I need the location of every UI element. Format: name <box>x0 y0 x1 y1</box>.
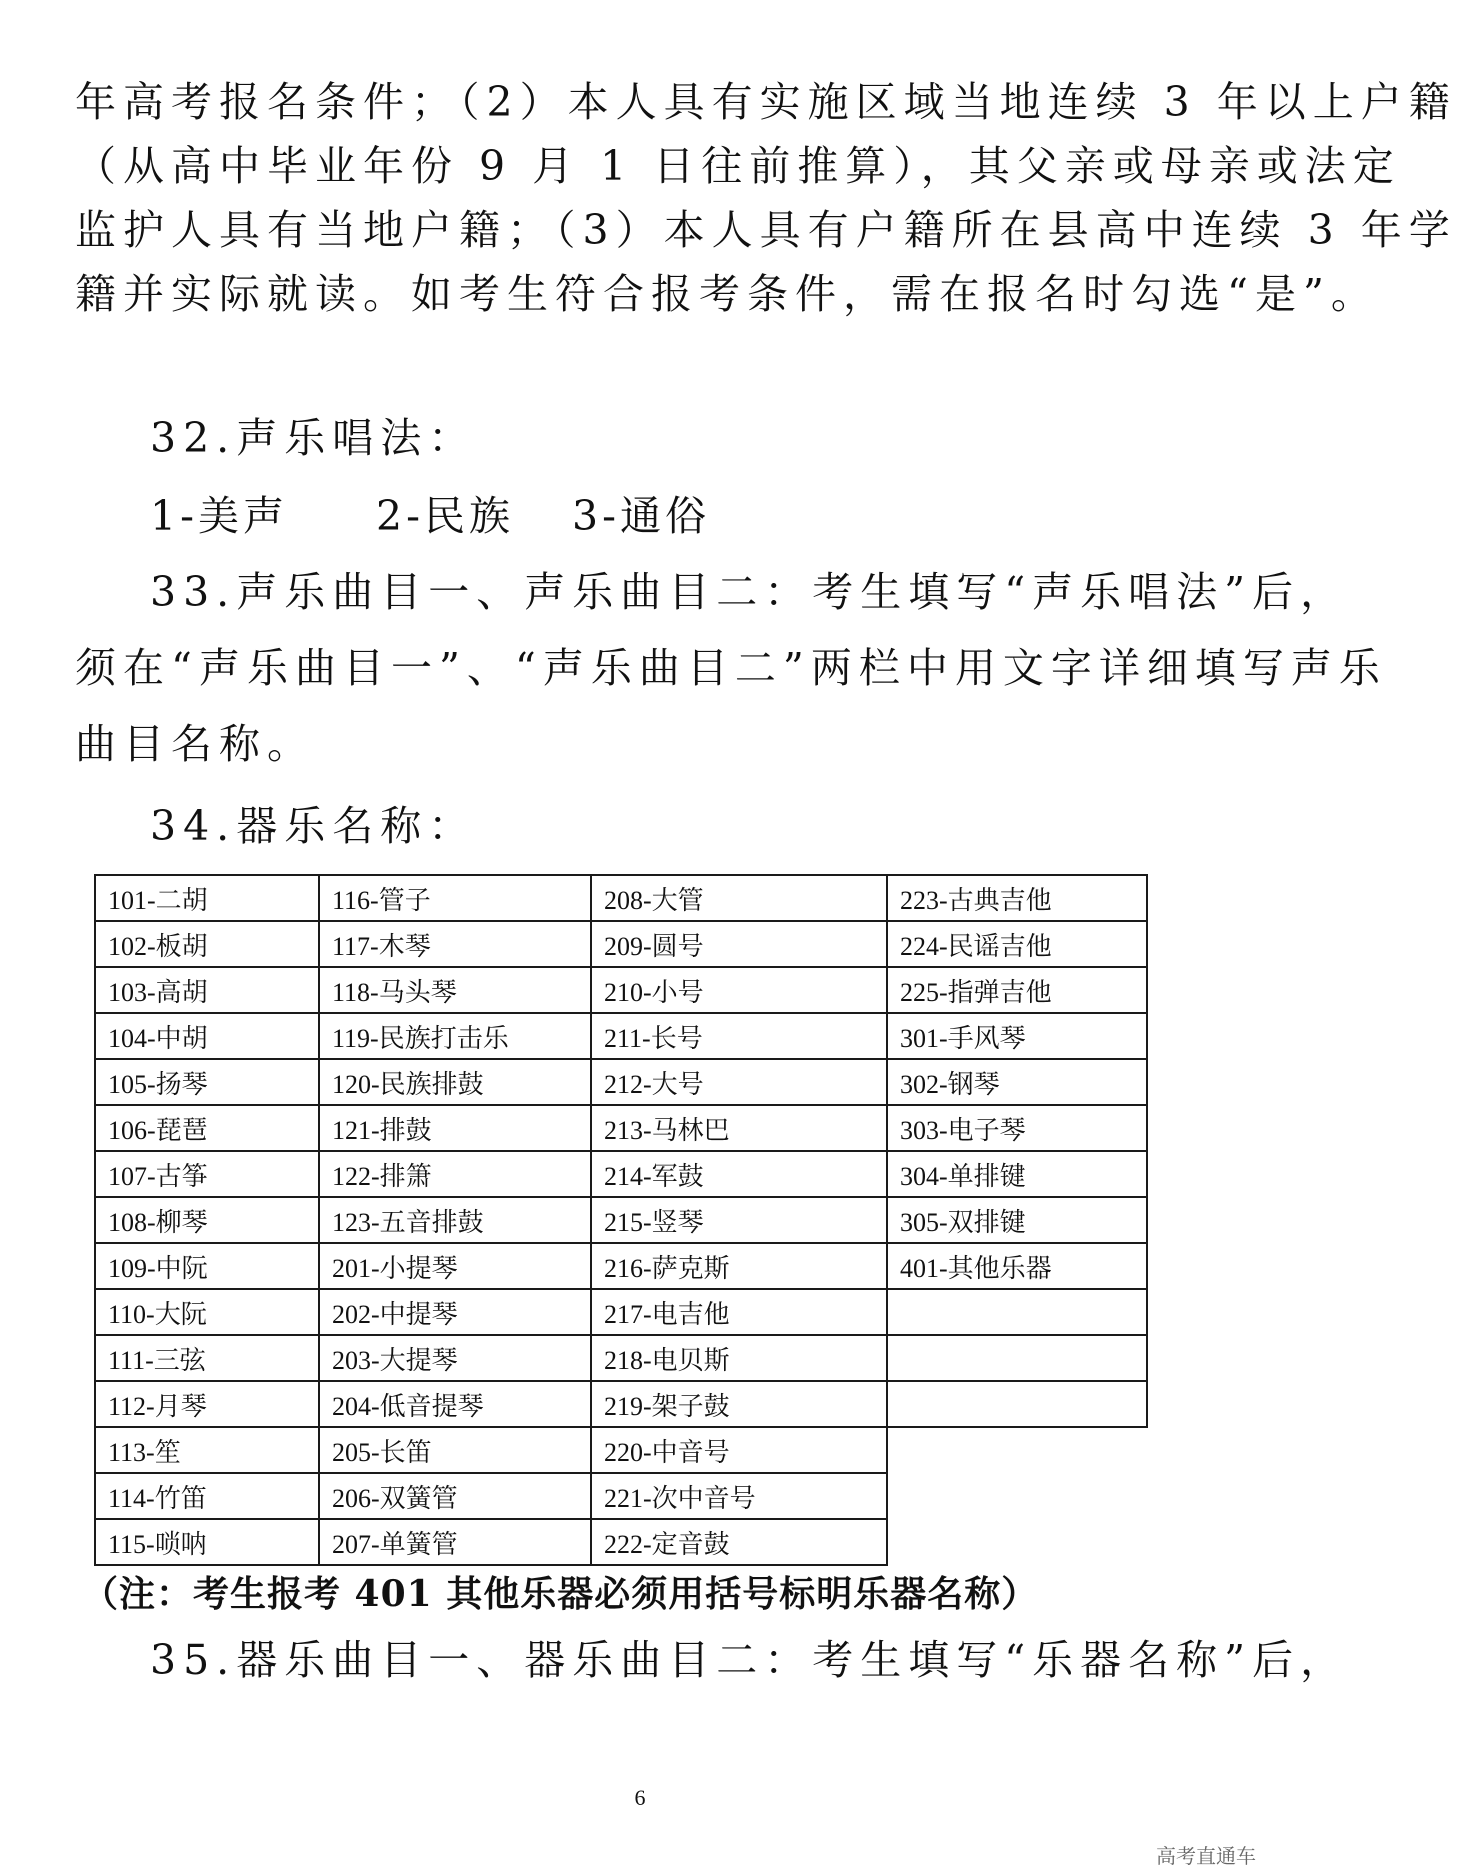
note: （注：考生报考 401 其他乐器必须用括号标明乐器名称） <box>82 1573 1039 1615</box>
instrument-cell: 208-大管 <box>591 875 887 921</box>
table-empty-cell <box>887 1473 1147 1519</box>
paragraph-line: 监护人具有当地户籍；（3）本人具有户籍所在县高中连续 3 年学 <box>75 206 1457 254</box>
instrument-cell: 109-中阮 <box>95 1243 319 1289</box>
instrument-cell: 123-五音排鼓 <box>319 1197 591 1243</box>
instrument-cell: 108-柳琴 <box>95 1197 319 1243</box>
instrument-cell: 120-民族排鼓 <box>319 1059 591 1105</box>
table-empty-cell <box>887 1427 1147 1473</box>
instrument-cell: 201-小提琴 <box>319 1243 591 1289</box>
instrument-cell: 211-长号 <box>591 1013 887 1059</box>
table-row <box>95 1381 1147 1427</box>
instrument-cell: 303-电子琴 <box>887 1105 1147 1151</box>
instrument-cell: 203-大提琴 <box>319 1335 591 1381</box>
instrument-cell: 117-木琴 <box>319 921 591 967</box>
instrument-cell: 224-民谣吉他 <box>887 921 1147 967</box>
instrument-cell: 225-指弹吉他 <box>887 967 1147 1013</box>
singing-method-option: 1-美声 <box>150 492 288 540</box>
instrument-cell: 220-中音号 <box>591 1427 887 1473</box>
instrument-cell: 101-二胡 <box>95 875 319 921</box>
table-row <box>95 1335 1147 1381</box>
table-row <box>95 1243 1147 1289</box>
table-row <box>95 1059 1147 1105</box>
paragraph-line: （从高中毕业年份 9 月 1 日往前推算），其父亲或母亲或法定 <box>75 142 1401 190</box>
watermark: 高考直通车 <box>1156 1844 1256 1868</box>
instrument-cell: 223-古典吉他 <box>887 875 1147 921</box>
instrument-cell: 110-大阮 <box>95 1289 319 1335</box>
instrument-cell: 121-排鼓 <box>319 1105 591 1151</box>
instrument-cell: 217-电吉他 <box>591 1289 887 1335</box>
table-row <box>95 921 1147 967</box>
instrument-cell: 214-军鼓 <box>591 1151 887 1197</box>
instrument-cell: 111-三弦 <box>95 1335 319 1381</box>
table-row <box>95 1289 1147 1335</box>
instrument-cell: 103-高胡 <box>95 967 319 1013</box>
instrument-cell: 107-古筝 <box>95 1151 319 1197</box>
instrument-cell <box>887 1381 1147 1427</box>
section-35-line: 35.器乐曲目一、器乐曲目二：考生填写“乐器名称”后， <box>150 1636 1349 1684</box>
table-row <box>95 1013 1147 1059</box>
instrument-cell: 206-双簧管 <box>319 1473 591 1519</box>
table-row <box>95 1197 1147 1243</box>
instrument-cell: 222-定音鼓 <box>591 1519 887 1565</box>
instrument-cell: 212-大号 <box>591 1059 887 1105</box>
instrument-cell: 218-电贝斯 <box>591 1335 887 1381</box>
table-row <box>95 1151 1147 1197</box>
table-row <box>95 1105 1147 1151</box>
instrument-cell: 210-小号 <box>591 967 887 1013</box>
instrument-cell: 301-手风琴 <box>887 1013 1147 1059</box>
instrument-cell: 215-竖琴 <box>591 1197 887 1243</box>
paragraph-line: 年高考报名条件；（2）本人具有实施区域当地连续 3 年以上户籍 <box>75 78 1457 126</box>
instrument-cell: 106-琵琶 <box>95 1105 319 1151</box>
table-row <box>95 1427 1147 1473</box>
instrument-table <box>94 874 1148 1566</box>
instrument-cell: 122-排箫 <box>319 1151 591 1197</box>
instrument-cell: 221-次中音号 <box>591 1473 887 1519</box>
instrument-cell: 114-竹笛 <box>95 1473 319 1519</box>
table-empty-cell <box>887 1519 1147 1565</box>
instrument-cell: 116-管子 <box>319 875 591 921</box>
section-32-title: 32.声乐唱法： <box>150 414 477 462</box>
table-row <box>95 1519 1147 1565</box>
instrument-cell: 202-中提琴 <box>319 1289 591 1335</box>
instrument-cell: 119-民族打击乐 <box>319 1013 591 1059</box>
section-33-line: 33.声乐曲目一、声乐曲目二：考生填写“声乐唱法”后， <box>150 568 1349 616</box>
singing-method-option: 2-民族 <box>376 492 514 540</box>
table-row <box>95 967 1147 1013</box>
instrument-cell: 209-圆号 <box>591 921 887 967</box>
instrument-cell <box>887 1335 1147 1381</box>
singing-method-option: 3-通俗 <box>572 492 710 540</box>
table-row <box>95 875 1147 921</box>
instrument-cell: 304-单排键 <box>887 1151 1147 1197</box>
instrument-cell: 305-双排键 <box>887 1197 1147 1243</box>
instrument-cell: 302-钢琴 <box>887 1059 1147 1105</box>
instrument-cell: 213-马林巴 <box>591 1105 887 1151</box>
section-34-title: 34.器乐名称： <box>150 802 477 850</box>
instrument-cell: 205-长笛 <box>319 1427 591 1473</box>
instrument-cell: 115-唢呐 <box>95 1519 319 1565</box>
instrument-cell: 219-架子鼓 <box>591 1381 887 1427</box>
instrument-cell: 401-其他乐器 <box>887 1243 1147 1289</box>
table-row <box>95 1473 1147 1519</box>
instrument-cell: 113-笙 <box>95 1427 319 1473</box>
page-number: 6 <box>634 1785 646 1810</box>
section-33-line: 曲目名称。 <box>75 720 315 768</box>
instrument-cell: 118-马头琴 <box>319 967 591 1013</box>
instrument-cell <box>887 1289 1147 1335</box>
paragraph-line: 籍并实际就读。如考生符合报考条件，需在报名时勾选“是”。 <box>75 270 1379 318</box>
instrument-cell: 207-单簧管 <box>319 1519 591 1565</box>
instrument-cell: 112-月琴 <box>95 1381 319 1427</box>
instrument-cell: 216-萨克斯 <box>591 1243 887 1289</box>
section-33-line: 须在“声乐曲目一”、“声乐曲目二”两栏中用文字详细填写声乐 <box>75 644 1387 692</box>
instrument-cell: 204-低音提琴 <box>319 1381 591 1427</box>
instrument-cell: 105-扬琴 <box>95 1059 319 1105</box>
instrument-cell: 102-板胡 <box>95 921 319 967</box>
instrument-cell: 104-中胡 <box>95 1013 319 1059</box>
